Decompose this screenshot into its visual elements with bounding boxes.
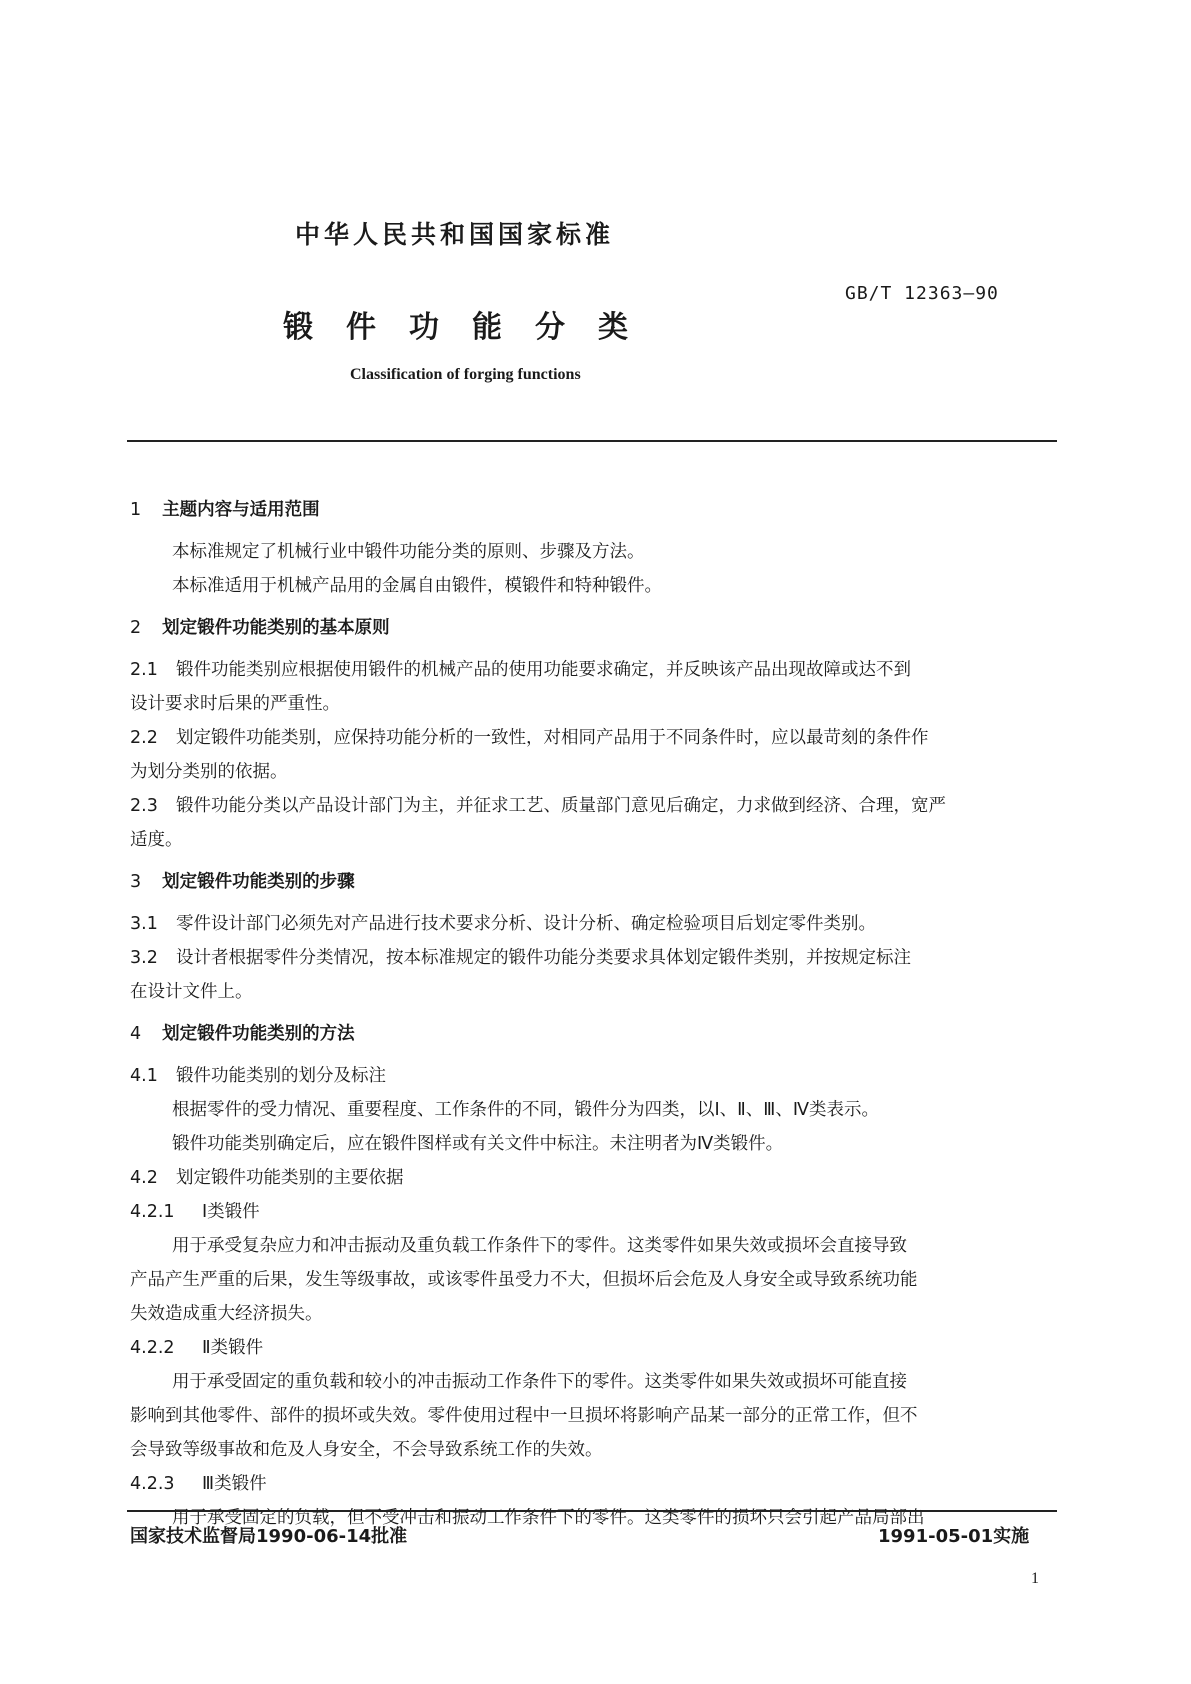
- section-heading: [130, 1017, 1055, 1051]
- clause-text: 锻件功能类别确定后，应在锻件图样或有关文件中标注。未注明者为Ⅳ类锻件。: [172, 1134, 784, 1154]
- text-line: [130, 535, 1055, 569]
- text-line: [130, 1059, 1055, 1093]
- text-line: [130, 1365, 1055, 1399]
- section-number: 1: [130, 500, 142, 520]
- section-title: 划定锻件功能类别的方法: [162, 1024, 355, 1044]
- clause-number: 2.3: [130, 796, 158, 816]
- clause-text: 适度。: [130, 830, 183, 850]
- clause-number: 2.1: [130, 660, 158, 680]
- section-heading: [130, 611, 1055, 645]
- text-line: [130, 653, 1055, 687]
- clause-number: 3.1: [130, 914, 158, 934]
- section-title: 划定锻件功能类别的基本原则: [162, 618, 390, 638]
- text-line: [130, 755, 1055, 789]
- clause-text: 用于承受复杂应力和冲击振动及重负载工作条件下的零件。这类零件如果失效或损坏会直接导致: [172, 1236, 907, 1256]
- clause-text: Ⅲ类锻件: [202, 1474, 267, 1494]
- clause-text: 根据零件的受力情况、重要程度、工作条件的不同，锻件分为四类，以Ⅰ、Ⅱ、Ⅲ、Ⅳ类表示。: [172, 1100, 879, 1120]
- clause-text: 设计者根据零件分类情况，按本标准规定的锻件功能分类要求具体划定锻件类别，并按规定标注: [176, 948, 911, 968]
- implementation-text: 1991-05-01实施: [878, 1526, 1030, 1547]
- text-line: [130, 1263, 1055, 1297]
- clause-text: 影响到其他零件、部件的损坏或失效。零件使用过程中一旦损坏将影响产品某一部分的正常工作，但不: [130, 1406, 918, 1426]
- org-title: 中华人民共和国国家标准: [295, 220, 615, 249]
- clause-number: 2.2: [130, 728, 158, 748]
- text-line: [130, 941, 1055, 975]
- clause-text: Ⅱ类锻件: [202, 1338, 264, 1358]
- english-title: Classification of forging functions: [350, 366, 581, 383]
- text-line: [130, 1297, 1055, 1331]
- section-heading: [130, 865, 1055, 899]
- header-divider: [127, 440, 1057, 442]
- clause-text: 划定锻件功能类别的主要依据: [176, 1168, 404, 1188]
- footer-divider: [127, 1510, 1057, 1512]
- section-heading: [130, 493, 1055, 527]
- text-line: [130, 823, 1055, 857]
- clause-number: 4.2.3: [130, 1474, 175, 1494]
- clause-text: 本标准适用于机械产品用的金属自由锻件，模锻件和特种锻件。: [172, 576, 662, 596]
- text-line: [130, 975, 1055, 1009]
- clause-text: 失效造成重大经济损失。: [130, 1304, 323, 1324]
- clause-text: 产品产生严重的后果，发生等级事故，或该零件虽受力不大，但损坏后会危及人身安全或导致系统功能: [130, 1270, 918, 1290]
- clause-text: 锻件功能分类以产品设计部门为主，并征求工艺、质量部门意见后确定，力求做到经济、合理，宽严: [176, 796, 946, 816]
- clause-number: 4.1: [130, 1066, 158, 1086]
- text-line: [130, 1127, 1055, 1161]
- clause-text: 为划分类别的依据。: [130, 762, 288, 782]
- clause-text: Ⅰ类锻件: [202, 1202, 260, 1222]
- clause-text: 划定锻件功能类别，应保持功能分析的一致性，对相同产品用于不同条件时，应以最苛刻的条件作: [176, 728, 929, 748]
- text-line: [130, 1093, 1055, 1127]
- section-number: 4: [130, 1024, 142, 1044]
- text-line: [130, 1331, 1055, 1365]
- clause-text: 锻件功能类别的划分及标注: [176, 1066, 386, 1086]
- clause-text: 锻件功能类别应根据使用锻件的机械产品的使用功能要求确定，并反映该产品出现故障或达不到: [176, 660, 911, 680]
- clause-text: 用于承受固定的负载，但不受冲击和振动工作条件下的零件。这类零件的损坏只会引起产品局部出: [172, 1508, 925, 1528]
- section-title: 主题内容与适用范围: [162, 500, 320, 520]
- text-line: [130, 1399, 1055, 1433]
- text-line: [130, 1161, 1055, 1195]
- text-line: [130, 721, 1055, 755]
- clause-text: 零件设计部门必须先对产品进行技术要求分析、设计分析、确定检验项目后划定零件类别。: [176, 914, 876, 934]
- page-number: 1: [1031, 1570, 1039, 1587]
- clause-text: 在设计文件上。: [130, 982, 253, 1002]
- clause-number: 4.2: [130, 1168, 158, 1188]
- section-number: 2: [130, 618, 142, 638]
- page-title: 锻件功能分类: [283, 310, 661, 345]
- section-number: 3: [130, 872, 142, 892]
- approval-text: 国家技术监督局1990-06-14批准: [130, 1526, 408, 1547]
- clause-text: 会导致等级事故和危及人身安全，不会导致系统工作的失效。: [130, 1440, 603, 1460]
- document-body: [130, 485, 1055, 1535]
- clause-number: 3.2: [130, 948, 158, 968]
- clause-text: 本标准规定了机械行业中锻件功能分类的原则、步骤及方法。: [172, 542, 645, 562]
- text-line: [130, 1229, 1055, 1263]
- text-line: [130, 907, 1055, 941]
- text-line: [130, 1467, 1055, 1501]
- text-line: [130, 1433, 1055, 1467]
- text-line: [130, 687, 1055, 721]
- standard-code: GB/T 12363—90: [845, 283, 999, 304]
- clause-text: 设计要求时后果的严重性。: [130, 694, 340, 714]
- text-line: [130, 1195, 1055, 1229]
- clause-number: 4.2.1: [130, 1202, 175, 1222]
- section-title: 划定锻件功能类别的步骤: [162, 872, 355, 892]
- text-line: [130, 569, 1055, 603]
- clause-text: 用于承受固定的重负载和较小的冲击振动工作条件下的零件。这类零件如果失效或损坏可能直接: [172, 1372, 907, 1392]
- clause-number: 4.2.2: [130, 1338, 175, 1358]
- text-line: [130, 789, 1055, 823]
